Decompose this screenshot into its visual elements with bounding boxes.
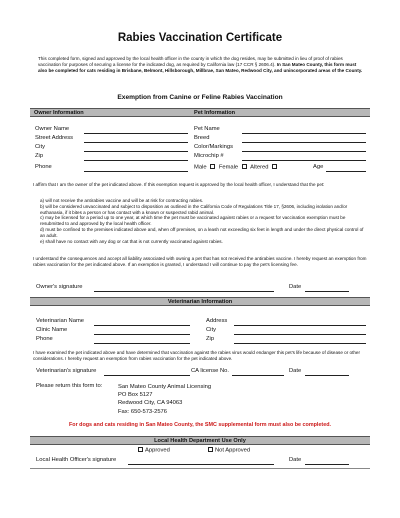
return-line: San Mateo County Animal Licensing bbox=[118, 384, 212, 390]
owner-city-label: City bbox=[35, 144, 45, 150]
section-subtitle: Exemption from Canine or Feline Rabies Vaccination bbox=[117, 94, 283, 101]
affirm-statement: I affirm that I am the owner of the pet indicated above. If this exemption request is approved by the local health officer, I understand that the pet: bbox=[33, 182, 325, 187]
bottom-divider bbox=[30, 468, 370, 469]
color-markings-label: Color/Markings bbox=[194, 144, 233, 150]
intro-paragraph bbox=[38, 56, 364, 74]
approved-checkbox[interactable] bbox=[138, 447, 143, 452]
owner-date-label: Date bbox=[289, 284, 302, 290]
breed-field[interactable] bbox=[242, 142, 366, 143]
condition-item: c) may be licensed for a period up to one year, at which time the pet must be vaccinated against rabies or a request for vaccination exemption must be resubmitted to and approved by the local health officer. bbox=[40, 215, 346, 227]
age-label: Age bbox=[313, 164, 324, 170]
return-line: Redwood City, CA 94063 bbox=[118, 400, 183, 407]
ca-license-label: CA license No. bbox=[191, 368, 230, 374]
pet-name-field[interactable] bbox=[242, 133, 366, 134]
approved-option[interactable] bbox=[138, 447, 170, 455]
owner-signature-field[interactable] bbox=[94, 291, 274, 292]
condition-item: e) shall have no contact with any dog or cat that is not currently vaccinated against rabies. bbox=[40, 238, 223, 244]
approved-label: Approved bbox=[145, 447, 170, 454]
age-field[interactable] bbox=[326, 171, 366, 172]
lhd-header: Local Health Department Use Only bbox=[154, 438, 246, 444]
supplemental-form-note: For dogs and cats residing in San Mateo County, the SMC supplemental form must also be completed. bbox=[69, 422, 331, 428]
owner-zip-label: Zip bbox=[35, 153, 44, 159]
vet-zip-field[interactable] bbox=[234, 343, 366, 344]
lho-signature-label: Local Health Officer's signature bbox=[36, 457, 117, 463]
consequences-statement: I understand the consequences and accept all liability associated with owning a pet that has not received the antirabies vaccine. I hereby request an exemption from rabies vaccination for the pet indicated above. If an exemption is granted, I understand I will continue to pay the pet's licensing fee. bbox=[33, 256, 367, 267]
not-approved-label: Not Approved bbox=[215, 447, 251, 454]
vet-address-field[interactable] bbox=[234, 325, 366, 326]
intro-bold-text: In San Mateo County, this form must also be completed for cats residing in Brisbane, Belmont, Hillsborough, Millbrae, San Mateo, Redwood City, and unincorporated areas of the County. bbox=[38, 62, 363, 73]
altered-checkbox[interactable] bbox=[272, 164, 277, 169]
not-approved-option[interactable] bbox=[208, 447, 250, 455]
lho-date-label: Date bbox=[289, 457, 302, 463]
male-checkbox[interactable] bbox=[210, 164, 215, 169]
female-checkbox[interactable] bbox=[242, 164, 247, 169]
vet-signature-field[interactable] bbox=[104, 375, 190, 376]
sex-row bbox=[194, 164, 279, 172]
vet-zip-label: Zip bbox=[206, 336, 215, 342]
return-label: Please return this form to: bbox=[36, 383, 103, 389]
pet-info-header: Pet Information bbox=[194, 110, 236, 116]
clinic-name-label: Clinic Name bbox=[36, 327, 68, 333]
owner-name-label: Owner Name bbox=[35, 126, 70, 132]
not-approved-checkbox[interactable] bbox=[208, 447, 213, 452]
owner-pet-header-bar bbox=[30, 108, 370, 117]
return-line: PO Box 5127 bbox=[118, 392, 153, 399]
owner-signature-label: Owner's signature bbox=[36, 284, 83, 290]
vet-city-label: City bbox=[206, 327, 216, 333]
lho-date-field[interactable] bbox=[305, 464, 349, 465]
vet-phone-field[interactable] bbox=[94, 343, 190, 344]
condition-item: d) must be confined to the premises indicated above and, when off premises, on a leash not exceeding six feet in length and under the direct physical control of an adult. bbox=[40, 226, 364, 238]
owner-phone-label: Phone bbox=[35, 164, 52, 170]
vet-date-label: Date bbox=[289, 368, 302, 374]
condition-item: a) will not receive the antirabies vaccine and will be at risk for contracting rabies. bbox=[40, 198, 204, 203]
clinic-name-field[interactable] bbox=[94, 334, 190, 335]
street-address-label: Street Address bbox=[35, 135, 74, 141]
vet-phone-label: Phone bbox=[36, 336, 53, 342]
vet-name-label: Veterinarian Name bbox=[36, 318, 85, 324]
microchip-label: Microchip # bbox=[194, 153, 224, 159]
vet-date-field[interactable] bbox=[305, 375, 349, 376]
lhd-header-bar bbox=[30, 436, 370, 445]
ca-license-field[interactable] bbox=[232, 375, 284, 376]
owner-zip-field[interactable] bbox=[84, 160, 188, 161]
owner-date-field[interactable] bbox=[305, 291, 349, 292]
vet-signature-label: Veterinarian's signature bbox=[36, 368, 97, 374]
owner-name-field[interactable] bbox=[84, 133, 188, 134]
female-label: Female bbox=[218, 164, 239, 171]
intro-text: This completed form, signed and approved by the local health officer in the county in which the dog resides, may be submitted in lieu of proof of rabies vaccination for purposes of securing a license for the indicated dog, as required by California law (17 CCR § 2606.4). bbox=[38, 56, 343, 67]
vet-address-label: Address bbox=[206, 318, 228, 324]
lho-signature-field[interactable] bbox=[128, 464, 274, 465]
page-title: Rabies Vaccination Certificate bbox=[117, 32, 283, 44]
male-label: Male bbox=[194, 164, 207, 171]
owner-info-header: Owner Information bbox=[34, 110, 84, 116]
owner-phone-field[interactable] bbox=[84, 171, 188, 172]
microchip-field[interactable] bbox=[242, 160, 366, 161]
pet-name-label: Pet Name bbox=[194, 126, 220, 132]
owner-city-field[interactable] bbox=[84, 151, 188, 152]
vet-statement: I have examined the pet indicated above and have determined that vaccination against the rabies virus would endanger this pet's life because of disease or other considerations. I hereby request an exemption from rabies vaccination for the pet indicated above. bbox=[33, 350, 360, 361]
altered-label: Altered bbox=[250, 164, 269, 171]
breed-label: Breed bbox=[194, 135, 210, 141]
vet-header-bar bbox=[30, 297, 370, 306]
conditions-list bbox=[40, 198, 366, 244]
vet-info-header: Veterinarian Information bbox=[167, 299, 233, 305]
color-markings-field[interactable] bbox=[242, 151, 366, 152]
condition-item: b) will be considered unvaccinated and subject to disposition as outlined in the California Code of Regulations Title 17, §2606, including isolation and/or euthanasia, if it bites a person or has contact with a known or suspected rabid animal. bbox=[40, 203, 348, 215]
return-line: Fax: 650-573-2576 bbox=[118, 408, 167, 415]
return-address bbox=[118, 383, 211, 416]
vet-name-field[interactable] bbox=[94, 325, 190, 326]
vet-city-field[interactable] bbox=[234, 334, 366, 335]
street-address-field[interactable] bbox=[84, 142, 188, 143]
